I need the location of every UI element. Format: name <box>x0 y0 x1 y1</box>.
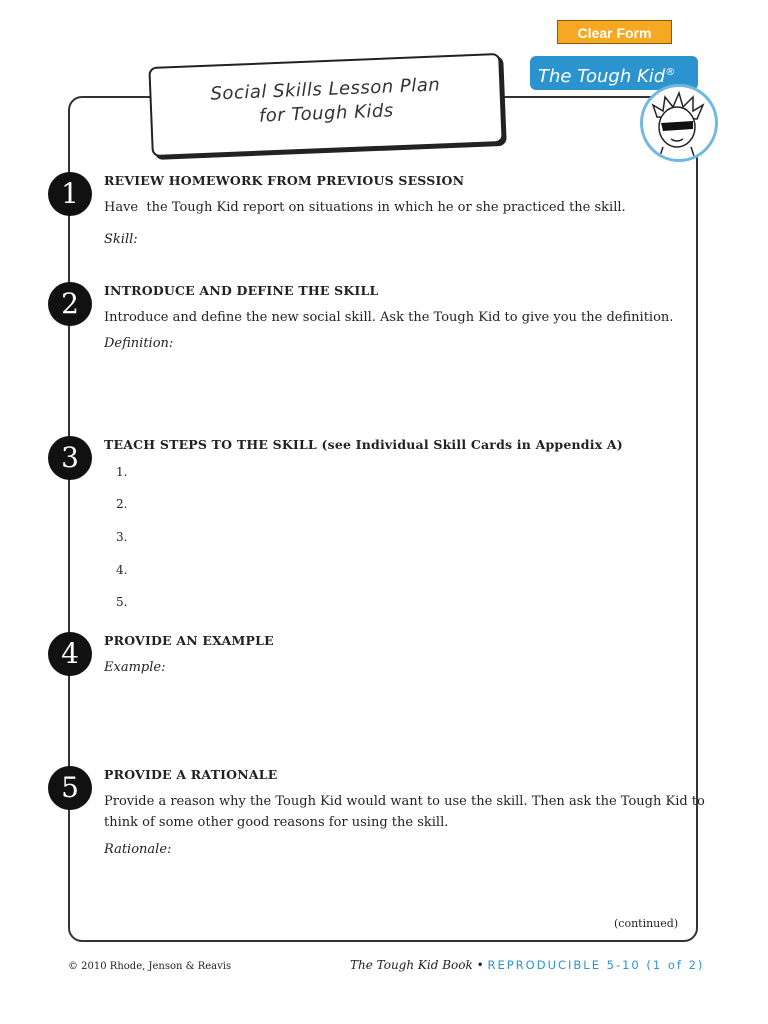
step-3-number: 3. <box>116 530 128 544</box>
copyright-text: © 2010 Rhode, Jenson & Reavis <box>68 961 232 972</box>
section-4-field-label: Example: <box>104 660 166 675</box>
section-5-text-line-1: Provide a reason why the Tough Kid would want to use the skill. Then ask the Tough Kid to <box>104 794 705 809</box>
continued-note: (continued) <box>614 917 679 930</box>
tough-kid-mascot-icon <box>640 84 718 162</box>
footer-separator: • <box>476 958 484 972</box>
section-5-text-line-2: think of some other good reasons for using the skill. <box>104 815 449 830</box>
section-3-number: 3 <box>48 436 92 480</box>
title-card <box>148 53 503 157</box>
brand-logo-text: The Tough Kid® <box>538 66 676 87</box>
section-2-text: Introduce and define the new social skill. Ask the Tough Kid to give you the definition. <box>104 310 674 325</box>
section-1-heading: REVIEW HOMEWORK FROM PREVIOUS SESSION <box>104 173 465 188</box>
step-5-number: 5. <box>116 595 128 609</box>
section-1-text: Have the Tough Kid report on situations in which he or she practiced the skill. <box>104 200 626 215</box>
section-5-heading: PROVIDE A RATIONALE <box>104 767 278 782</box>
step-2-number: 2. <box>116 497 128 511</box>
book-title: The Tough Kid Book <box>350 958 473 972</box>
section-2-field-label: Definition: <box>104 336 174 351</box>
section-5-field-label: Rationale: <box>104 842 172 857</box>
clear-form-button[interactable]: Clear Form <box>557 20 672 44</box>
section-3-heading: TEACH STEPS TO THE SKILL (see Individual Skill Cards in Appendix A) <box>104 437 623 452</box>
reproducible-label: REPRODUCIBLE 5-10 (1 of 2) <box>487 958 705 972</box>
section-4-number: 4 <box>48 632 92 676</box>
section-1-field-label: Skill: <box>104 232 138 247</box>
step-4-number: 4. <box>116 563 128 577</box>
footer-reference <box>350 958 705 972</box>
section-5-number: 5 <box>48 766 92 810</box>
section-4-heading: PROVIDE AN EXAMPLE <box>104 633 274 648</box>
section-1-number: 1 <box>48 172 92 216</box>
title-line-1: Social Skills Lesson Plan <box>210 74 441 105</box>
section-2-heading: INTRODUCE AND DEFINE THE SKILL <box>104 283 379 298</box>
title-line-2: for Tough Kids <box>258 100 395 127</box>
section-2-number: 2 <box>48 282 92 326</box>
page-title <box>151 71 501 133</box>
step-1-number: 1. <box>116 465 128 479</box>
